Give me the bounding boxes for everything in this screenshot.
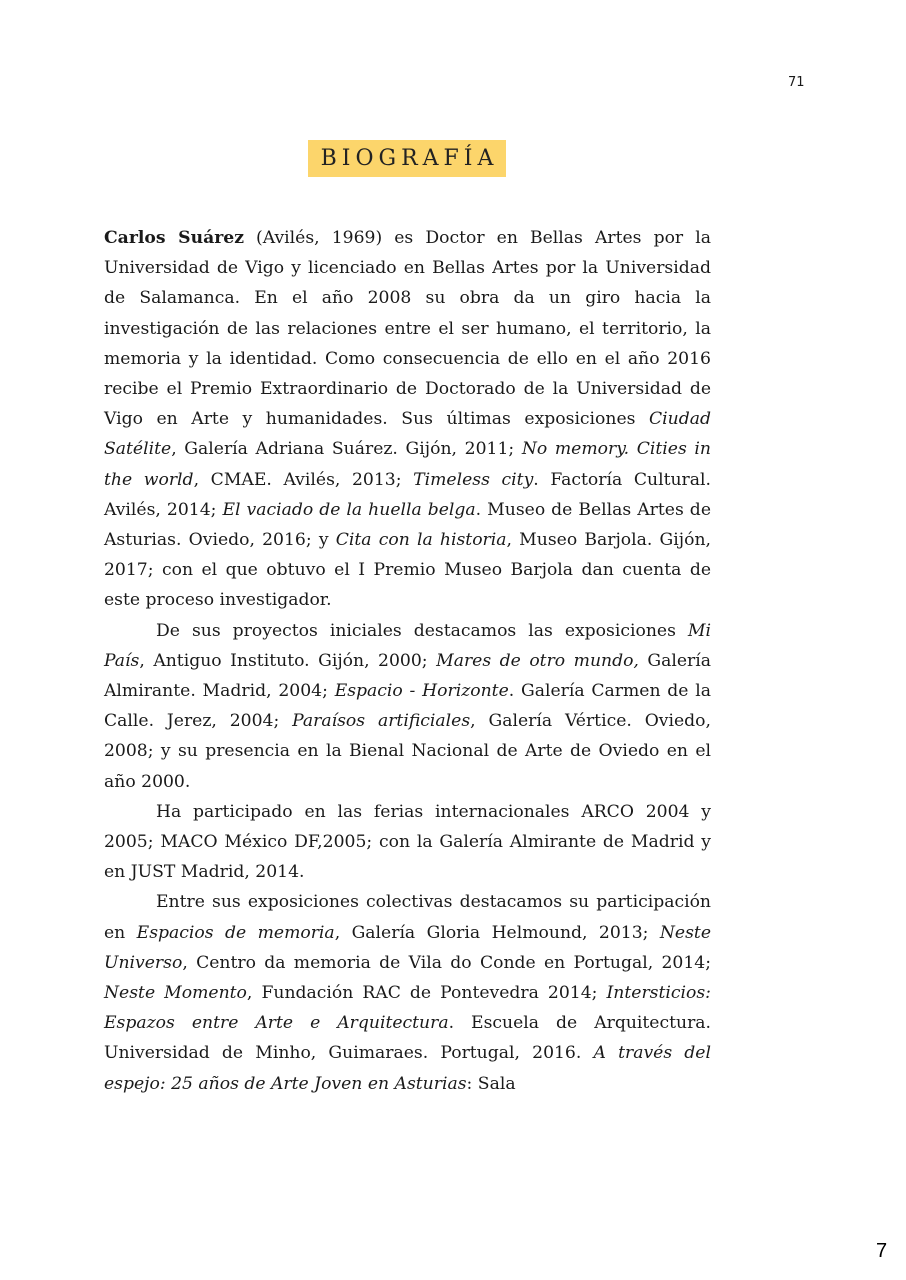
text-run: Ha participado en las ferias internacionales ARCO 2004 y 2005; MACO México DF,2005; con la Galería Almirante de Madrid y en JUST Madrid, 2014. — [104, 801, 711, 883]
text-run: , Museo Barjola. Gijón, 2017; con el que obtuvo el I Premio Museo Barjola dan cuenta de este proceso investigador. — [104, 530, 711, 611]
page-number-top: 71 — [788, 75, 805, 90]
work-title: Espacios de memoria — [136, 922, 335, 943]
work-title: A través del espejo: 25 años de Arte Joven en Asturias — [104, 1043, 711, 1094]
work-title: Mi País — [104, 620, 711, 671]
paragraph-3 — [104, 797, 711, 888]
work-title: Cita con la historia — [335, 530, 507, 551]
work-title: Paraísos artificiales — [292, 711, 471, 732]
text-run: . Galería Carmen de la Calle. Jerez, 2004; — [104, 681, 712, 732]
work-title: Intersticios: Espazos entre Arte e Arquitectura — [104, 983, 711, 1034]
text-run: , Galería Adriana Suárez. Gijón, 2011; — [171, 439, 522, 460]
text-run: , CMAE. Avilés, 2013; — [193, 469, 414, 490]
text-run: De sus proyectos iniciales destacamos las exposiciones — [156, 620, 688, 641]
text-run: , Galería Vértice. Oviedo, 2008; y su presencia en la Bienal Nacional de Arte de Oviedo en el año 2000. — [104, 711, 711, 792]
text-run: . Escuela de Arquitectura. Universidad de Minho, Guimaraes. Portugal, 2016. — [104, 1013, 712, 1064]
text-run: , Fundación RAC de Pontevedra 2014; — [246, 983, 607, 1004]
section-title-highlight — [308, 140, 506, 177]
paragraph-1 — [104, 223, 711, 616]
biography-text — [104, 223, 711, 1099]
text-run: , Antiguo Instituto. Gijón, 2000; — [139, 650, 437, 671]
text-run: . Factoría Cultural. Avilés, 2014; — [104, 469, 711, 520]
work-title: Espacio - Horizonte — [334, 681, 509, 702]
text-run: Entre sus exposiciones colectivas destacamos su participación en — [104, 892, 711, 943]
work-title: Ciudad Satélite — [104, 409, 711, 460]
text-run: , Galería Gloria Helmound, 2013; — [334, 922, 660, 943]
page-number-bottom: 7 — [876, 1240, 888, 1262]
text-run: , Centro da memoria de Vila do Conde en Portugal, 2014; — [182, 952, 711, 973]
work-title: Neste Universo — [104, 922, 711, 973]
work-title: No memory. Cities in the world — [104, 439, 711, 490]
text-run: . Museo de Bellas Artes de Asturias. Oviedo, 2016; y — [104, 499, 711, 551]
work-title: Timeless city — [413, 469, 534, 490]
author-name: Carlos Suárez — [104, 228, 244, 248]
work-title: El vaciado de la huella belga — [222, 499, 476, 520]
work-title: Neste Momento — [104, 983, 247, 1004]
work-title: Mares de otro mundo, — [436, 650, 639, 671]
text-run: : Sala — [466, 1073, 516, 1094]
section-title: BIOGRAFÍA — [320, 146, 499, 171]
paragraph-4 — [104, 887, 711, 1098]
paragraph-2 — [104, 616, 711, 797]
text-run: Galería Almirante. Madrid, 2004; — [104, 650, 712, 702]
text-run: (Avilés, 1969) es Doctor en Bellas Artes por la Universidad de Vigo y licenciado en Bellas Artes por la Universidad de Salamanca. En el año 2008 su obra da un giro hacia la investigación de las relaciones entre el ser humano, el territorio, la memoria y la identidad. Como consecuencia de ello en el año 2016 recibe el Premio Extraordinario de Doctorado de la Universidad de Vigo en Arte y humanidades. Sus últimas exposiciones — [104, 228, 711, 430]
